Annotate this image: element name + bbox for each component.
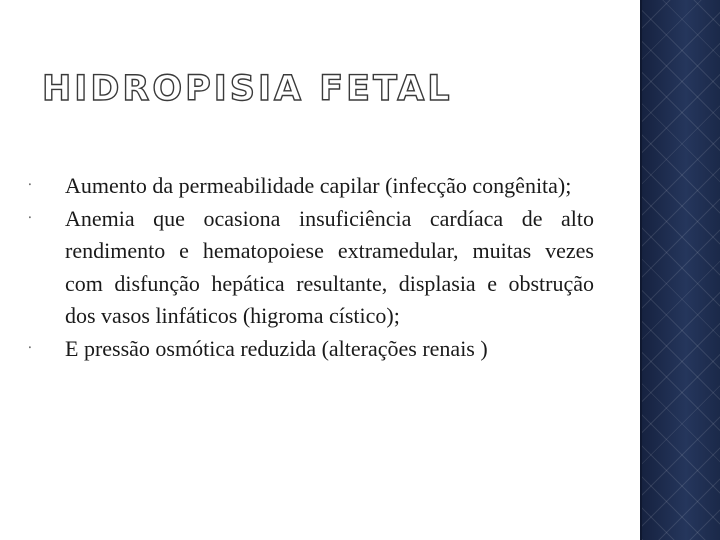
bullet-text: Anemia que ocasiona insuficiência cardíaca de alto rendimento e hematopoiese extramedular, muitas vezes com disfunção hepática resultante, displasia e obstrução dos vasos linfáticos (higroma cístico); — [65, 205, 594, 328]
bullet-item — [20, 333, 594, 366]
bullet-text: Aumento da permeabilidade capilar (infecção congênita); — [65, 173, 572, 198]
bullet-marker-icon: ⸱ — [28, 178, 32, 193]
bullet-item — [20, 170, 594, 203]
decorative-side-panel — [640, 0, 720, 540]
bullet-list — [20, 170, 594, 365]
bullet-text: E pressão osmótica reduzida (alterações renais ) — [65, 335, 488, 361]
bullet-marker-icon: ⸱ — [28, 340, 32, 356]
slide-title: HIDROPISIA FETAL — [42, 69, 453, 109]
bullet-item — [20, 203, 594, 333]
bullet-marker-icon: ⸱ — [28, 210, 32, 226]
